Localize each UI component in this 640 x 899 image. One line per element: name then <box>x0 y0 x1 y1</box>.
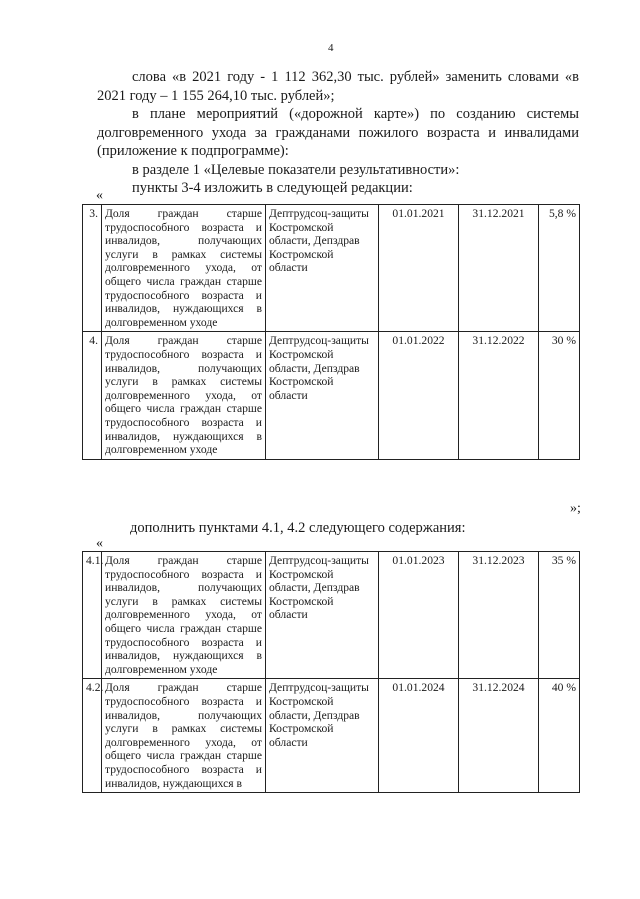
row-number: 4. <box>83 332 102 459</box>
quote-close-mark: »; <box>570 501 581 516</box>
responsible-organization: Дептрудсоц-защиты Костромской области, Депздрав Костромской области <box>266 205 379 332</box>
addendum-text: дополнить пунктами 4.1, 4.2 следующего содержания: <box>130 520 466 536</box>
paragraph-roadmap: в плане мероприятий («дорожной карте») по созданию системы долговременного ухода за гражданами пожилого возраста и инвалидами (приложение к подпрограмме): <box>97 106 579 159</box>
indicator-description: Доля граждан старше трудоспособного возраста и инвалидов, получающих услуги в рамках системы долговременного ухода, от общего числа граждан старше трудоспособного возраста и инвалидов, нуждающихся в долговременном уходе <box>102 552 266 679</box>
row-number: 4.2. <box>83 679 102 793</box>
paragraph-section: в разделе 1 «Целевые показатели результативности»: <box>132 161 460 178</box>
table2-body <box>83 552 580 793</box>
end-date: 31.12.2023 <box>459 552 539 679</box>
indicator-description: Доля граждан старше трудоспособного возраста и инвалидов, получающих услуги в рамках системы долговременного ухода, от общего числа граждан старше трудоспособного возраста и инвалидов, нуждающихся в <box>102 679 266 793</box>
end-date: 31.12.2022 <box>459 332 539 459</box>
start-date: 01.01.2021 <box>379 205 459 332</box>
responsible-organization: Дептрудсоц-защиты Костромской области, Депздрав Костромской области <box>266 679 379 793</box>
indicator-table-2 <box>82 551 580 793</box>
start-date: 01.01.2023 <box>379 552 459 679</box>
indicator-description: Доля граждан старше трудоспособного возраста и инвалидов, получающих услуги в рамках системы долговременного ухода, от общего числа граждан старше трудоспособного возраста и инвалидов, нуждающихся в долговременном уходе <box>102 332 266 459</box>
table-row <box>83 332 580 459</box>
indicator-value: 40 % <box>539 679 580 793</box>
start-date: 01.01.2024 <box>379 679 459 793</box>
quote-open-mark: « <box>96 188 103 203</box>
table-row <box>83 679 580 793</box>
start-date: 01.01.2022 <box>379 332 459 459</box>
indicator-value: 5,8 % <box>539 205 580 332</box>
paragraph-amend-sum: слова «в 2021 году - 1 112 362,30 тыс. рублей» заменить словами «в 2021 году – 1 155 264,10 тыс. рублей»; <box>97 69 579 104</box>
responsible-organization: Дептрудсоц-защиты Костромской области, Депздрав Костромской области <box>266 552 379 679</box>
responsible-organization: Дептрудсоц-защиты Костромской области, Депздрав Костромской области <box>266 332 379 459</box>
table1-body <box>83 205 580 460</box>
table-row <box>83 552 580 679</box>
indicator-value: 35 % <box>539 552 580 679</box>
body-text <box>97 68 579 198</box>
row-number: 4.1. <box>83 552 102 679</box>
indicator-table-1 <box>82 204 580 460</box>
end-date: 31.12.2021 <box>459 205 539 332</box>
table-row <box>83 205 580 332</box>
paragraph-items: пункты 3-4 изложить в следующей редакции: <box>132 180 413 196</box>
row-number: 3. <box>83 205 102 332</box>
indicator-description: Доля граждан старше трудоспособного возраста и инвалидов, получающих услуги в рамках системы долговременного ухода, от общего числа граждан старше трудоспособного возраста и инвалидов, нуждающихся в долговременном уходе <box>102 205 266 332</box>
indicator-value: 30 % <box>539 332 580 459</box>
page-number: 4 <box>328 42 334 54</box>
quote-open-mark-2: « <box>96 536 103 551</box>
end-date: 31.12.2024 <box>459 679 539 793</box>
